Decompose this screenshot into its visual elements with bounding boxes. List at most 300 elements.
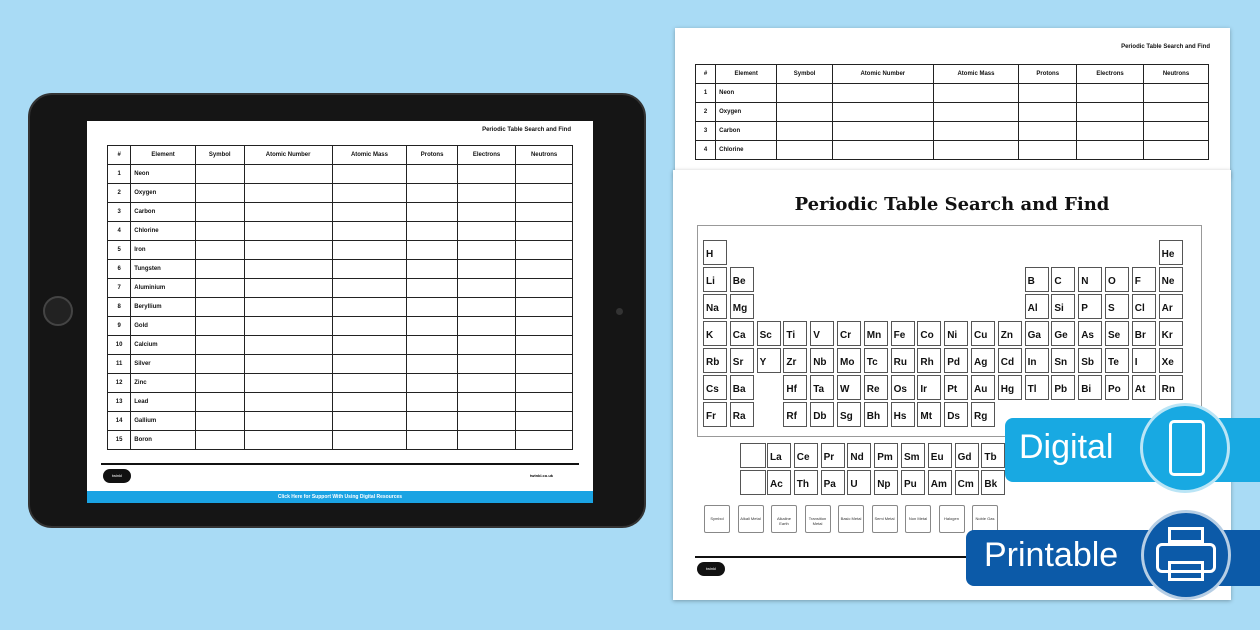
element-cell: Os <box>891 375 915 400</box>
answer-cell[interactable] <box>457 203 515 222</box>
periodic-title: Periodic Table Search and Find <box>794 194 1110 215</box>
answer-cell[interactable] <box>407 317 457 336</box>
answer-cell[interactable] <box>516 241 573 260</box>
element-cell: As <box>1078 321 1102 346</box>
element-cell: Sg <box>837 402 861 427</box>
header-row <box>696 65 1209 84</box>
column-header: Electrons <box>1077 65 1144 84</box>
element-name: Boron <box>131 431 196 450</box>
element-name: Silver <box>131 355 196 374</box>
element-cell: I <box>1132 348 1156 373</box>
row-number: 3 <box>696 122 716 141</box>
column-header: Protons <box>407 146 457 165</box>
tablet-touch-icon <box>1140 403 1230 493</box>
table-row <box>108 241 573 260</box>
element-cell: Ni <box>944 321 968 346</box>
footer-url: twinkl.co.uk <box>530 473 553 478</box>
column-header: Neutrons <box>516 146 573 165</box>
answer-cell[interactable] <box>244 184 332 203</box>
element-name: Tungsten <box>131 260 196 279</box>
element-cell: Th <box>794 470 818 495</box>
row-number: 2 <box>696 103 716 122</box>
answer-cell[interactable] <box>516 222 573 241</box>
column-header: Element <box>716 65 777 84</box>
row-number: 2 <box>108 184 131 203</box>
answer-cell[interactable] <box>332 260 407 279</box>
answer-cell[interactable] <box>1077 122 1144 141</box>
column-header: Element <box>131 146 196 165</box>
answer-cell[interactable] <box>407 184 457 203</box>
element-cell: Np <box>874 470 898 495</box>
answer-cell[interactable] <box>933 103 1019 122</box>
row-number: 6 <box>108 260 131 279</box>
legend-item: Basic Metal <box>838 505 864 533</box>
printer-icon <box>1141 510 1231 600</box>
answer-cell[interactable] <box>332 374 407 393</box>
element-name: Beryllium <box>131 298 196 317</box>
answer-cell[interactable] <box>244 241 332 260</box>
element-cell: Ti <box>783 321 807 346</box>
element-cell: Ru <box>891 348 915 373</box>
answer-cell[interactable] <box>1019 122 1077 141</box>
worksheet-table-back <box>695 64 1209 160</box>
answer-cell[interactable] <box>407 336 457 355</box>
element-cell: At <box>1132 375 1156 400</box>
element-cell: Ds <box>944 402 968 427</box>
element-cell: Pr <box>821 443 845 468</box>
column-header: Atomic Number <box>244 146 332 165</box>
back-sheet <box>675 28 1230 178</box>
element-cell: Ce <box>794 443 818 468</box>
column-header: # <box>108 146 131 165</box>
answer-cell[interactable] <box>195 260 244 279</box>
table-row <box>108 260 573 279</box>
column-header: Atomic Number <box>833 65 934 84</box>
answer-cell[interactable] <box>457 317 515 336</box>
element-cell: Rg <box>971 402 995 427</box>
answer-cell[interactable] <box>195 412 244 431</box>
answer-cell[interactable] <box>195 184 244 203</box>
answer-cell[interactable] <box>407 165 457 184</box>
element-cell: Tl <box>1025 375 1049 400</box>
column-header: Symbol <box>195 146 244 165</box>
element-cell: S <box>1105 294 1129 319</box>
answer-cell[interactable] <box>516 279 573 298</box>
element-cell: In <box>1025 348 1049 373</box>
answer-cell[interactable] <box>1144 141 1209 160</box>
row-number: 8 <box>108 298 131 317</box>
element-cell: Pu <box>901 470 925 495</box>
element-cell: Ga <box>1025 321 1049 346</box>
element-cell: Mg <box>730 294 754 319</box>
answer-cell[interactable] <box>777 103 833 122</box>
answer-cell[interactable] <box>516 336 573 355</box>
element-cell: P <box>1078 294 1102 319</box>
home-button[interactable] <box>43 296 73 326</box>
element-cell: Sb <box>1078 348 1102 373</box>
answer-cell[interactable] <box>244 374 332 393</box>
row-number: 3 <box>108 203 131 222</box>
answer-cell[interactable] <box>244 165 332 184</box>
answer-cell[interactable] <box>1144 103 1209 122</box>
element-cell: Ac <box>767 470 791 495</box>
answer-cell[interactable] <box>195 355 244 374</box>
element-cell: Ge <box>1051 321 1075 346</box>
table-row <box>696 141 1209 160</box>
answer-cell[interactable] <box>833 141 934 160</box>
element-cell: Ne <box>1159 267 1183 292</box>
answer-cell[interactable] <box>516 260 573 279</box>
element-cell: Bh <box>864 402 888 427</box>
tablet-device <box>28 93 646 528</box>
row-number: 9 <box>108 317 131 336</box>
answer-cell[interactable] <box>457 336 515 355</box>
answer-cell[interactable] <box>457 431 515 450</box>
element-name: Carbon <box>716 122 777 141</box>
element-cell: Hs <box>891 402 915 427</box>
element-cell: Mo <box>837 348 861 373</box>
element-name: Chlorine <box>131 222 196 241</box>
element-cell: Db <box>810 402 834 427</box>
legend-item: Alkali Metal <box>738 505 764 533</box>
answer-cell[interactable] <box>457 355 515 374</box>
answer-cell[interactable] <box>457 260 515 279</box>
element-cell: Tb <box>981 443 1005 468</box>
answer-cell[interactable] <box>457 222 515 241</box>
element-cell: Pb <box>1051 375 1075 400</box>
element-cell: Pd <box>944 348 968 373</box>
element-name: Chlorine <box>716 141 777 160</box>
element-cell: Na <box>703 294 727 319</box>
table-row <box>108 203 573 222</box>
row-number: 7 <box>108 279 131 298</box>
answer-cell[interactable] <box>244 279 332 298</box>
element-cell: Ag <box>971 348 995 373</box>
table-row <box>108 374 573 393</box>
answer-cell[interactable] <box>407 279 457 298</box>
answer-cell[interactable] <box>407 412 457 431</box>
worksheet-table <box>107 145 573 450</box>
answer-cell[interactable] <box>332 241 407 260</box>
element-name: Oxygen <box>716 103 777 122</box>
element-cell: Re <box>864 375 888 400</box>
answer-cell[interactable] <box>777 122 833 141</box>
column-header: Neutrons <box>1144 65 1209 84</box>
legend-item: Alkaline Earth <box>771 505 797 533</box>
row-number: 11 <box>108 355 131 374</box>
answer-cell[interactable] <box>244 412 332 431</box>
answer-cell[interactable] <box>516 393 573 412</box>
element-cell: Cu <box>971 321 995 346</box>
answer-cell[interactable] <box>1019 141 1077 160</box>
answer-cell[interactable] <box>933 122 1019 141</box>
element-cell: Sn <box>1051 348 1075 373</box>
answer-cell[interactable] <box>332 336 407 355</box>
element-cell: Am <box>928 470 952 495</box>
element-cell: Tc <box>864 348 888 373</box>
tablet-screen <box>87 121 593 503</box>
answer-cell[interactable] <box>407 222 457 241</box>
element-cell: Se <box>1105 321 1129 346</box>
answer-cell[interactable] <box>516 374 573 393</box>
answer-cell[interactable] <box>1019 84 1077 103</box>
answer-cell[interactable] <box>195 279 244 298</box>
answer-cell[interactable] <box>244 393 332 412</box>
answer-cell[interactable] <box>457 279 515 298</box>
answer-cell[interactable] <box>457 412 515 431</box>
answer-cell[interactable] <box>332 298 407 317</box>
table-row <box>696 122 1209 141</box>
element-cell: Si <box>1051 294 1075 319</box>
element-name: Gallium <box>131 412 196 431</box>
element-cell: Ra <box>730 402 754 427</box>
element-cell: Sm <box>901 443 925 468</box>
answer-cell[interactable] <box>516 203 573 222</box>
element-cell: Nb <box>810 348 834 373</box>
table-row <box>696 103 1209 122</box>
answer-cell[interactable] <box>833 122 934 141</box>
element-cell: Rh <box>917 348 941 373</box>
twinkl-logo: twinkl <box>697 562 725 576</box>
row-number: 15 <box>108 431 131 450</box>
column-header: Atomic Mass <box>332 146 407 165</box>
answer-cell[interactable] <box>195 431 244 450</box>
legend-item: Transition Metal <box>805 505 831 533</box>
element-cell: He <box>1159 240 1183 265</box>
answer-cell[interactable] <box>195 203 244 222</box>
element-cell: Xe <box>1159 348 1183 373</box>
element-name: Iron <box>131 241 196 260</box>
element-cell: Y <box>757 348 781 373</box>
element-cell: Rn <box>1159 375 1183 400</box>
element-name: Oxygen <box>131 184 196 203</box>
element-cell: Br <box>1132 321 1156 346</box>
element-cell: B <box>1025 267 1049 292</box>
element-cell: F <box>1132 267 1156 292</box>
answer-cell[interactable] <box>457 298 515 317</box>
column-header: Atomic Mass <box>933 65 1019 84</box>
element-cell: Li <box>703 267 727 292</box>
element-cell: Cl <box>1132 294 1156 319</box>
element-cell: V <box>810 321 834 346</box>
legend-item: Non Metal <box>905 505 931 533</box>
answer-cell[interactable] <box>244 431 332 450</box>
answer-cell[interactable] <box>1077 84 1144 103</box>
element-cell: Nd <box>847 443 871 468</box>
camera-icon <box>616 308 623 315</box>
answer-cell[interactable] <box>195 317 244 336</box>
table-row <box>108 431 573 450</box>
answer-cell[interactable] <box>516 317 573 336</box>
element-cell: Cd <box>998 348 1022 373</box>
element-cell: Bi <box>1078 375 1102 400</box>
answer-cell[interactable] <box>457 184 515 203</box>
element-cell: Hg <box>998 375 1022 400</box>
element-cell: Ba <box>730 375 754 400</box>
answer-cell[interactable] <box>332 317 407 336</box>
element-cell: Hf <box>783 375 807 400</box>
element-cell: U <box>847 470 871 495</box>
element-name: Zinc <box>131 374 196 393</box>
answer-cell[interactable] <box>244 317 332 336</box>
answer-cell[interactable] <box>332 393 407 412</box>
table-row <box>108 336 573 355</box>
element-name: Lead <box>131 393 196 412</box>
answer-cell[interactable] <box>407 241 457 260</box>
row-number: 4 <box>108 222 131 241</box>
element-cell: Sr <box>730 348 754 373</box>
table-row <box>108 298 573 317</box>
answer-cell[interactable] <box>244 222 332 241</box>
element-cell: N <box>1078 267 1102 292</box>
element-cell: Au <box>971 375 995 400</box>
answer-cell[interactable] <box>833 103 934 122</box>
answer-cell[interactable] <box>332 279 407 298</box>
answer-cell[interactable] <box>1019 103 1077 122</box>
answer-cell[interactable] <box>244 203 332 222</box>
printable-label: Printable <box>984 536 1119 574</box>
answer-cell[interactable] <box>332 184 407 203</box>
answer-cell[interactable] <box>457 165 515 184</box>
answer-cell[interactable] <box>332 431 407 450</box>
element-cell: Ta <box>810 375 834 400</box>
answer-cell[interactable] <box>407 203 457 222</box>
element-cell: Ir <box>917 375 941 400</box>
element-cell: Cr <box>837 321 861 346</box>
legend-item: Noble Gas <box>972 505 998 533</box>
answer-cell[interactable] <box>195 165 244 184</box>
element-cell: Rf <box>783 402 807 427</box>
support-link[interactable]: Click Here for Support With Using Digital Resources <box>87 491 593 503</box>
actinides-label <box>740 470 766 495</box>
answer-cell[interactable] <box>195 298 244 317</box>
element-cell: Ca <box>730 321 754 346</box>
element-cell: Sc <box>757 321 781 346</box>
answer-cell[interactable] <box>457 393 515 412</box>
legend-item: Halogen <box>939 505 965 533</box>
element-cell: C <box>1051 267 1075 292</box>
element-cell: Eu <box>928 443 952 468</box>
answer-cell[interactable] <box>332 412 407 431</box>
table-row <box>696 84 1209 103</box>
answer-cell[interactable] <box>407 393 457 412</box>
answer-cell[interactable] <box>244 298 332 317</box>
answer-cell[interactable] <box>244 355 332 374</box>
header-row <box>108 146 573 165</box>
element-cell: Be <box>730 267 754 292</box>
row-number: 1 <box>108 165 131 184</box>
answer-cell[interactable] <box>195 336 244 355</box>
element-name: Neon <box>131 165 196 184</box>
element-cell: Ar <box>1159 294 1183 319</box>
element-cell: Bk <box>981 470 1005 495</box>
element-cell: H <box>703 240 727 265</box>
answer-cell[interactable] <box>1144 122 1209 141</box>
answer-cell[interactable] <box>777 84 833 103</box>
element-cell: Al <box>1025 294 1049 319</box>
table-row <box>108 355 573 374</box>
answer-cell[interactable] <box>516 355 573 374</box>
element-cell: Zr <box>783 348 807 373</box>
table-row <box>108 279 573 298</box>
element-cell: Co <box>917 321 941 346</box>
column-header: Protons <box>1019 65 1077 84</box>
answer-cell[interactable] <box>777 141 833 160</box>
answer-cell[interactable] <box>933 141 1019 160</box>
element-cell: La <box>767 443 791 468</box>
answer-cell[interactable] <box>244 336 332 355</box>
answer-cell[interactable] <box>407 431 457 450</box>
answer-cell[interactable] <box>1077 141 1144 160</box>
row-number: 4 <box>696 141 716 160</box>
answer-cell[interactable] <box>833 84 934 103</box>
answer-cell[interactable] <box>244 260 332 279</box>
element-cell: Pa <box>821 470 845 495</box>
element-name: Calcium <box>131 336 196 355</box>
element-cell: Te <box>1105 348 1129 373</box>
answer-cell[interactable] <box>457 374 515 393</box>
answer-cell[interactable] <box>1144 84 1209 103</box>
element-cell: Cm <box>955 470 979 495</box>
element-cell: Fr <box>703 402 727 427</box>
column-header: # <box>696 65 716 84</box>
answer-cell[interactable] <box>407 355 457 374</box>
answer-cell[interactable] <box>195 393 244 412</box>
answer-cell[interactable] <box>516 165 573 184</box>
table-row <box>108 165 573 184</box>
element-name: Aluminium <box>131 279 196 298</box>
answer-cell[interactable] <box>933 84 1019 103</box>
answer-cell[interactable] <box>195 222 244 241</box>
element-cell: Zn <box>998 321 1022 346</box>
column-header: Symbol <box>777 65 833 84</box>
answer-cell[interactable] <box>516 431 573 450</box>
legend-item: Symbol <box>704 505 730 533</box>
element-cell: Mt <box>917 402 941 427</box>
element-cell: Pt <box>944 375 968 400</box>
answer-cell[interactable] <box>332 222 407 241</box>
answer-cell[interactable] <box>195 374 244 393</box>
row-number: 12 <box>108 374 131 393</box>
answer-cell[interactable] <box>332 203 407 222</box>
twinkl-logo: twinkl <box>103 469 131 483</box>
digital-label: Digital <box>1019 428 1114 466</box>
element-cell: Kr <box>1159 321 1183 346</box>
answer-cell[interactable] <box>516 184 573 203</box>
answer-cell[interactable] <box>195 241 244 260</box>
answer-cell[interactable] <box>516 412 573 431</box>
answer-cell[interactable] <box>407 298 457 317</box>
answer-cell[interactable] <box>407 374 457 393</box>
lanthanides-label <box>740 443 766 468</box>
element-cell: Fe <box>891 321 915 346</box>
table-row <box>108 412 573 431</box>
element-cell: Gd <box>955 443 979 468</box>
table-row <box>108 222 573 241</box>
element-cell: Po <box>1105 375 1129 400</box>
element-cell: K <box>703 321 727 346</box>
answer-cell[interactable] <box>1077 103 1144 122</box>
answer-cell[interactable] <box>332 355 407 374</box>
answer-cell[interactable] <box>516 298 573 317</box>
worksheet-title: Periodic Table Search and Find <box>482 127 571 133</box>
answer-cell[interactable] <box>332 165 407 184</box>
row-number: 14 <box>108 412 131 431</box>
answer-cell[interactable] <box>457 241 515 260</box>
answer-cell[interactable] <box>407 260 457 279</box>
element-name: Gold <box>131 317 196 336</box>
legend-item: Semi Metal <box>872 505 898 533</box>
